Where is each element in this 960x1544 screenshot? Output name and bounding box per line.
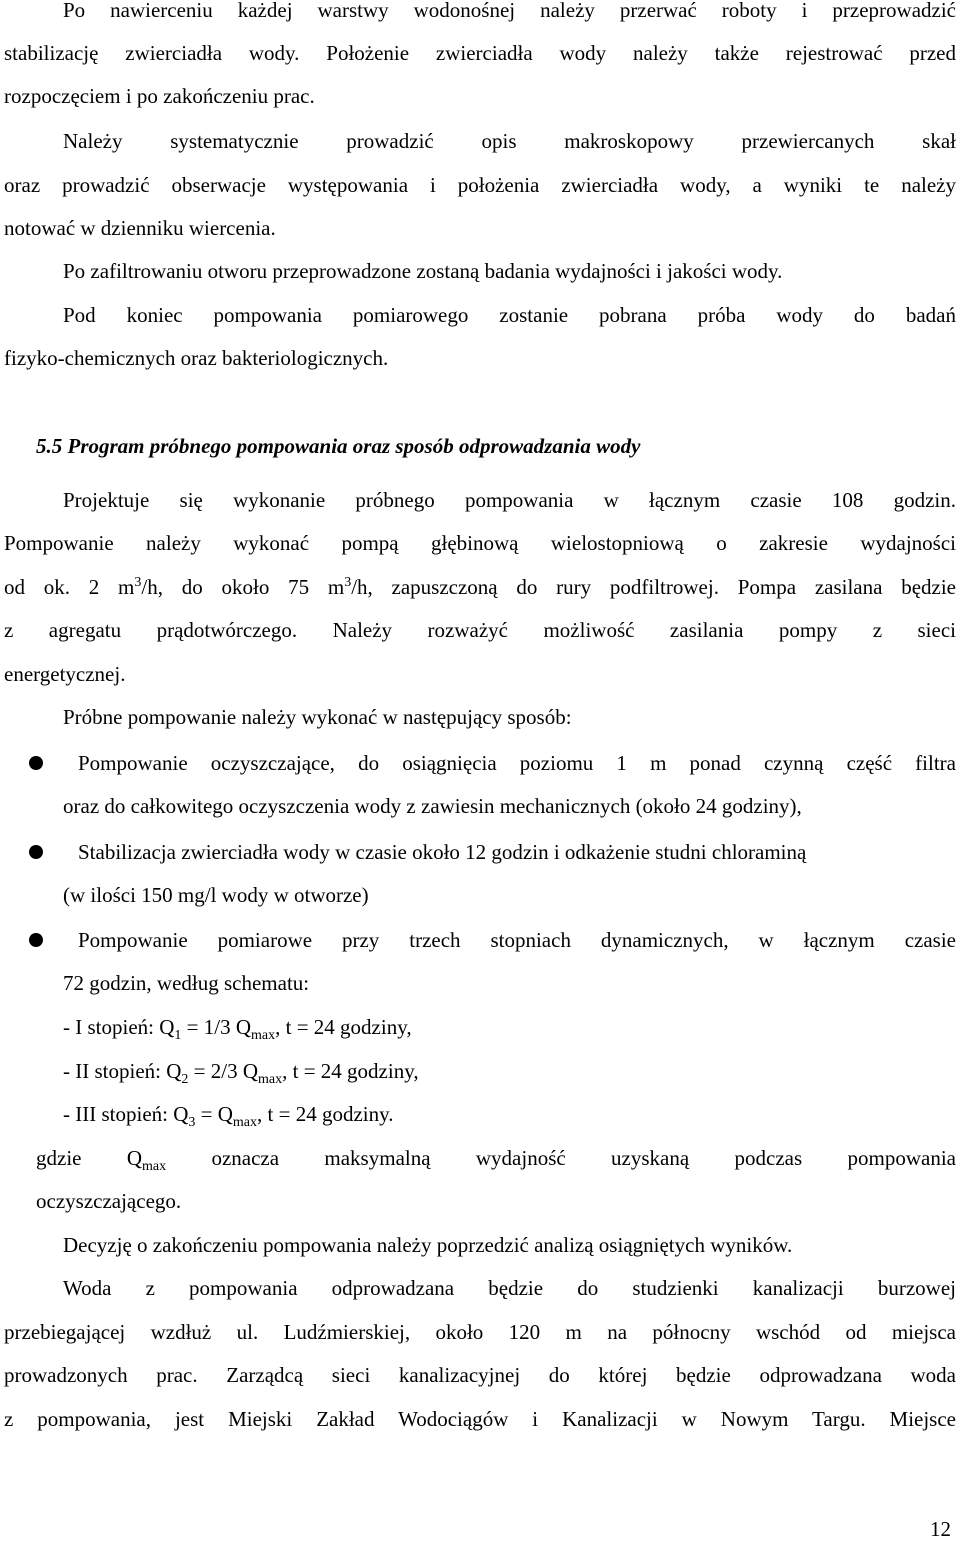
paragraph-line: rozpoczęciem i po zakończeniu prac. xyxy=(4,84,315,108)
paragraph-line: z agregatu prądotwórczego. Należy rozważyć możliwość zasilania pompy z sieci xyxy=(4,618,956,642)
paragraph-line: Decyzję o zakończeniu pompowania należy poprzedzić analizą osiągniętych wyników. xyxy=(63,1233,793,1257)
text-run: , t = 24 godziny. xyxy=(257,1102,394,1126)
text-run: - III stopień: Q xyxy=(63,1102,189,1126)
subscript: max xyxy=(251,1028,276,1044)
paragraph-line: Należy systematycznie prowadzić opis makroskopowy przewiercanych skał xyxy=(63,129,956,153)
text-run: - II stopień: Q xyxy=(63,1059,182,1083)
paragraph-line: prowadzonych prac. Zarządcą sieci kanalizacyjnej do której będzie odprowadzana woda xyxy=(4,1363,956,1387)
list-item-line: 72 godzin, według schematu: xyxy=(63,971,310,995)
list-item-line: (w ilości 150 mg/l wody w otworze) xyxy=(63,883,369,907)
paragraph-line: Po nawierceniu każdej warstwy wodonośnej należy przerwać roboty i przeprowadzić xyxy=(63,0,956,22)
paragraph-line: z pompowania, jest Miejski Zakład Wodociągów i Kanalizacji w Nowym Targu. Miejsce xyxy=(4,1407,956,1431)
paragraph-line: Próbne pompowanie należy wykonać w następujący sposób: xyxy=(63,705,572,729)
list-item-line: Pompowanie oczyszczające, do osiągnięcia poziomu 1 m ponad czynną część filtra xyxy=(78,751,956,775)
text-run: , t = 24 godziny, xyxy=(282,1059,419,1083)
definition-line: oczyszczającego. xyxy=(36,1189,182,1213)
text-run: - I stopień: Q xyxy=(63,1015,175,1039)
paragraph-line: przebiegającej wzdłuż ul. Ludźmierskiej, około 120 m na północny wschód od miejsca xyxy=(4,1320,956,1344)
text-run: gdzie Q xyxy=(36,1146,142,1170)
text-run: od ok. 2 m xyxy=(4,575,135,599)
definition-line xyxy=(36,1143,956,1173)
list-item-line: Stabilizacja zwierciadła wody w czasie około 12 godzin i odkażenie studni chloraminą xyxy=(78,840,807,864)
subscript: max xyxy=(258,1072,283,1088)
subscript: 1 xyxy=(174,1028,182,1044)
stage-line xyxy=(63,1056,956,1086)
paragraph-line: Pod koniec pompowania pomiarowego zostanie pobrana próba wody do badań xyxy=(63,303,956,327)
subscript: max xyxy=(232,1115,258,1131)
text-run: /h, zapuszczoną do rury podfiltrowej. Pompa zasilana będzie xyxy=(351,575,957,599)
list-item-line: Pompowanie pomiarowe przy trzech stopniach dynamicznych, w łącznym czasie xyxy=(78,928,956,952)
bullet-icon xyxy=(29,845,43,859)
paragraph-line: notować w dzienniku wiercenia. xyxy=(4,216,276,240)
text-run: = 2/3 Q xyxy=(188,1059,258,1083)
superscript: 3 xyxy=(344,575,352,590)
text-run: = 1/3 Q xyxy=(181,1015,251,1039)
subscript: 3 xyxy=(188,1115,196,1131)
text-run: /h, do około 75 m xyxy=(141,575,345,599)
subscript: max xyxy=(142,1159,167,1175)
paragraph-line: stabilizację zwierciadła wody. Położenie zwierciadła wody należy także rejestrować przed xyxy=(4,41,956,65)
text-run: oznacza maksymalną wydajność uzyskaną podczas pompowania xyxy=(166,1146,956,1170)
stage-line xyxy=(63,1099,956,1129)
paragraph-line: oraz prowadzić obserwacje występowania i położenia zwierciadła wody, a wyniki te należy xyxy=(4,173,956,197)
paragraph-line: Projektuje się wykonanie próbnego pompowania w łącznym czasie 108 godzin. xyxy=(63,488,956,512)
paragraph-line: Pompowanie należy wykonać pompą głębinową wielostopniową o zakresie wydajności xyxy=(4,531,956,555)
stage-line xyxy=(63,1012,956,1042)
bullet-icon xyxy=(29,933,43,947)
paragraph-line: Po zafiltrowaniu otworu przeprowadzone zostaną badania wydajności i jakości wody. xyxy=(63,259,783,283)
subscript: 2 xyxy=(181,1072,189,1088)
paragraph-line: energetycznej. xyxy=(4,662,126,686)
paragraph-line xyxy=(4,572,956,602)
paragraph-line: Woda z pompowania odprowadzana będzie do studzienki kanalizacji burzowej xyxy=(63,1276,956,1300)
bullet-icon xyxy=(29,756,43,770)
section-heading: 5.5 Program próbnego pompowania oraz sposób odprowadzania wody xyxy=(36,434,641,458)
paragraph-line: fizyko-chemicznych oraz bakteriologicznych. xyxy=(4,346,389,370)
text-run: = Q xyxy=(195,1102,233,1126)
list-item-line: oraz do całkowitego oczyszczenia wody z zawiesin mechanicznych (około 24 godziny), xyxy=(63,794,802,818)
superscript: 3 xyxy=(134,575,142,590)
text-run: , t = 24 godziny, xyxy=(275,1015,412,1039)
page-number: 12 xyxy=(930,1517,951,1541)
